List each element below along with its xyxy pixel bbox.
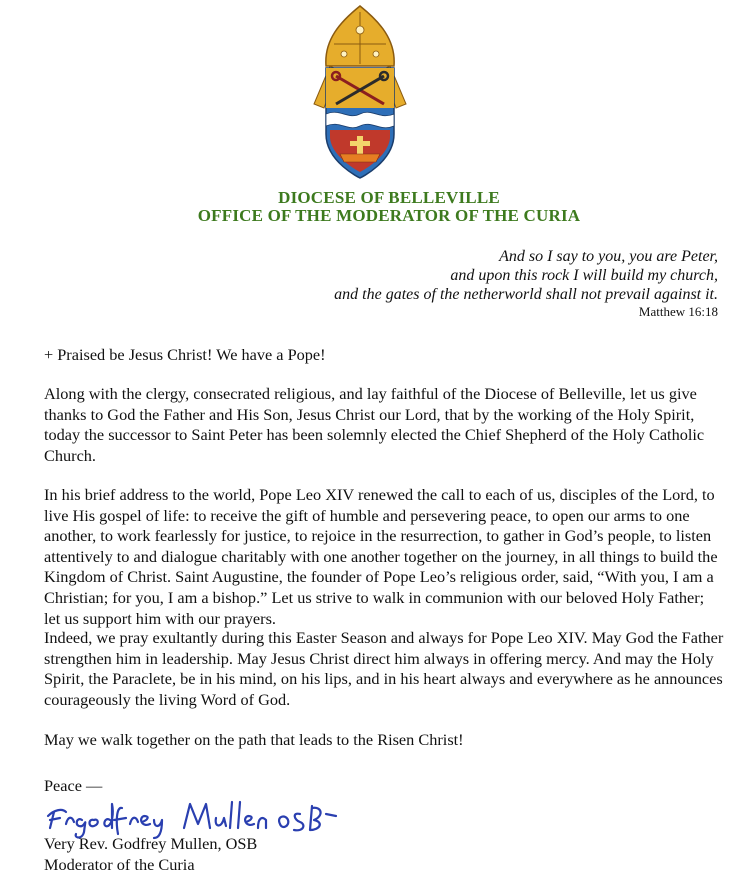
diocese-coat-of-arms-logo: [300, 4, 420, 184]
paragraph-text: Indeed, we pray exultantly during this Easter Season and always for Pope Leo XIV. May God the Father strengthen him in leadership. May Jesus Christ direct him always in offering mercy. And may the Holy Spirit, the Paraclete, be in his mind, on his lips, and in his heart always and everywhere as he announces courageously the living Word of God.: [44, 628, 724, 709]
signatory-title: Moderator of the Curia: [44, 855, 195, 874]
office-name: OFFICE OF THE MODERATOR OF THE CURIA: [197, 206, 581, 225]
epigraph-citation: Matthew 16:18: [638, 304, 718, 319]
paragraph-text: In his brief address to the world, Pope Leo XIV renewed the call to each of us, disciples of the Lord, to live His gospel of life: to receive the gift of humble and persevering peace, to open our arms to one another, to work fearlessly for justice, to rejoice in the resurrection, to gather in God’s people, to listen attentively to and dialogue charitably with one another together on the journey, in all things to build the Kingdom of Christ. Saint Augustine, the founder of Pope Leo’s religious order, said, “With you, I am a Christian; for you, I am a bishop.” Let us strive to walk in communion with our beloved Holy Father; let us support him with our prayers.: [44, 485, 718, 628]
letter-paragraph: [44, 730, 724, 751]
scripture-epigraph: [334, 247, 718, 320]
letter-paragraph: [44, 345, 724, 366]
paragraph-text: Peace —: [44, 776, 103, 795]
epigraph-line: And so I say to you, you are Peter,: [499, 248, 718, 265]
letter-paragraph: [44, 485, 724, 629]
signatory-name: Very Rev. Godfrey Mullen, OSB: [44, 834, 258, 853]
organization-name: DIOCESE OF BELLEVILLE: [278, 188, 500, 207]
paragraph-text: + Praised be Jesus Christ! We have a Pope!: [44, 345, 326, 364]
letter-paragraph: [44, 384, 724, 466]
paragraph-text: May we walk together on the path that leads to the Risen Christ!: [44, 730, 464, 749]
epigraph-line: and upon this rock I will build my church,: [450, 267, 718, 284]
letter-paragraph: [44, 628, 724, 710]
paragraph-text: Along with the clergy, consecrated religious, and lay faithful of the Diocese of Belleville, let us give thanks to God the Father and His Son, Jesus Christ our Lord, that by the working of the Holy Spirit, today the successor to Saint Peter has been solemnly elected the Chief Shepherd of the Holy Catholic Church.: [44, 384, 705, 465]
epigraph-line: and the gates of the netherworld shall not prevail against it.: [334, 286, 718, 303]
